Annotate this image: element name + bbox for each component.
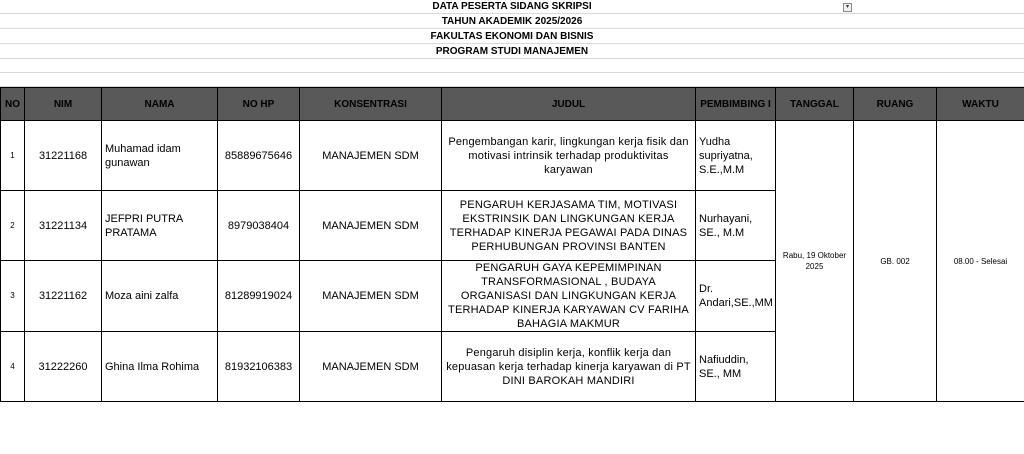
cell-konsentrasi: MANAJEMEN SDM: [300, 191, 442, 261]
cell-ruang: GB. 002: [854, 121, 937, 402]
cell-nama: Ghina Ilma Rohima: [102, 332, 218, 402]
table-header-row: [1, 88, 1024, 121]
col-header-no: NO: [1, 88, 25, 121]
cell-konsentrasi: MANAJEMEN SDM: [300, 332, 442, 402]
header-title: DATA PESERTA SIDANG SKRIPSI: [0, 0, 1024, 14]
cell-judul: PENGARUH KERJASAMA TIM, MOTIVASI EKSTRINSIK DAN LINGKUNGAN KERJA TERHADAP KINERJA PEGAWAI PADA DINAS PERHUBUNGAN PROVINSI BANTEN: [442, 191, 696, 261]
col-header-waktu: WAKTU: [937, 88, 1024, 121]
cell-nim: 31222260: [25, 332, 102, 402]
col-header-tanggal: TANGGAL: [776, 88, 854, 121]
cell-hp: 85889675646: [218, 121, 300, 191]
cell-nama: Muhamad idam gunawan: [102, 121, 218, 191]
cell-pembimbing: Nurhayani, SE., M.M: [696, 191, 776, 261]
col-header-pembimbing: PEMBIMBING I: [696, 88, 776, 121]
table-row: [1, 121, 1024, 191]
cell-tanggal: Rabu, 19 Oktober 2025: [776, 121, 854, 402]
cell-nim: 31221168: [25, 121, 102, 191]
col-header-ruang: RUANG: [854, 88, 937, 121]
dropdown-arrow-icon[interactable]: ▾: [843, 3, 852, 12]
cell-hp: 81289919024: [218, 261, 300, 332]
cell-konsentrasi: MANAJEMEN SDM: [300, 121, 442, 191]
cell-pembimbing: Nafiuddin, SE., MM: [696, 332, 776, 402]
col-header-hp: NO HP: [218, 88, 300, 121]
participants-table: [0, 87, 1024, 402]
header-program: PROGRAM STUDI MANAJEMEN: [0, 45, 1024, 59]
cell-hp: 8979038404: [218, 191, 300, 261]
cell-judul: PENGARUH GAYA KEPEMIMPINAN TRANSFORMASIONAL , BUDAYA ORGANISASI DAN LINGKUNGAN KERJA TERHADAP KINERJA KARYAWAN CV FARIHA BAHAGIA MAKMUR: [442, 261, 696, 332]
cell-no: 3: [1, 261, 25, 332]
cell-judul: Pengembangan karir, lingkungan kerja fisik dan motivasi intrinsik terhadap produktivitas karyawan: [442, 121, 696, 191]
cell-no: 1: [1, 121, 25, 191]
blank-row: [0, 59, 1024, 73]
cell-no: 2: [1, 191, 25, 261]
blank-row: [0, 73, 1024, 87]
cell-waktu: 08.00 - Selesai: [937, 121, 1024, 402]
cell-judul: Pengaruh disiplin kerja, konflik kerja dan kepuasan kerja terhadap kinerja karyawan di PT DINI BAROKAH MANDIRI: [442, 332, 696, 402]
col-header-konsentrasi: KONSENTRASI: [300, 88, 442, 121]
cell-nim: 31221134: [25, 191, 102, 261]
cell-pembimbing: Yudha supriyatna, S.E.,M.M: [696, 121, 776, 191]
col-header-nim: NIM: [25, 88, 102, 121]
header-faculty: FAKULTAS EKONOMI DAN BISNIS: [0, 30, 1024, 44]
header-year: TAHUN AKADEMIK 2025/2026: [0, 15, 1024, 29]
col-header-nama: NAMA: [102, 88, 218, 121]
col-header-judul: JUDUL: [442, 88, 696, 121]
cell-pembimbing: Dr. Andari,SE.,MM: [696, 261, 776, 332]
cell-nama: Moza aini zalfa: [102, 261, 218, 332]
cell-nama: JEFPRI PUTRA PRATAMA: [102, 191, 218, 261]
cell-no: 4: [1, 332, 25, 402]
cell-nim: 31221162: [25, 261, 102, 332]
cell-hp: 81932106383: [218, 332, 300, 402]
cell-konsentrasi: MANAJEMEN SDM: [300, 261, 442, 332]
